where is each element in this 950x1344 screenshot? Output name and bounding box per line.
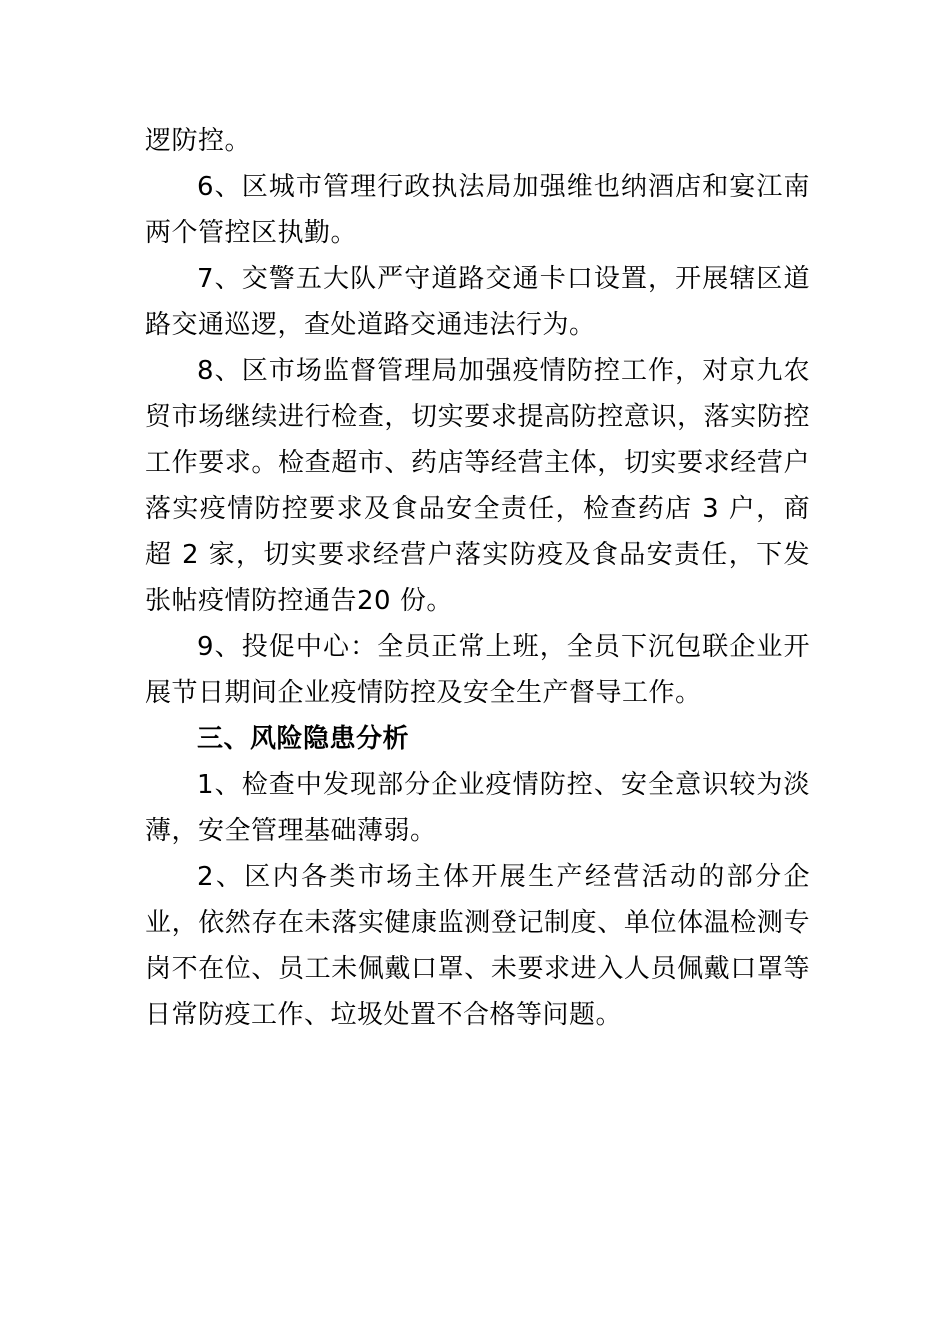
paragraph-item-8: 8、区市场监督管理局加强疫情防控工作，对京九农贸市场继续进行检查，切实要求提高防控意识，落实防控工作要求。检查超市、药店等经营主体，切实要求经营户落实疫情防控要求及食品安全责任，检查药店 3 户，商超 2 家，切实要求经营户落实防疫及食品安责任，下发张帖疫情防控通告20 份。 [145,356,810,616]
paragraph-item-9: 9、投促中心：全员正常上班，全员下沉包联企业开展节日期间企业疫情防控及安全生产督导工作。 [145,632,810,708]
paragraph-item-7: 7、交警五大队严守道路交通卡口设置，开展辖区道路交通巡逻，查处道路交通违法行为。 [145,264,810,340]
section-heading-risk-analysis: 三、风险隐患分析 [197,724,410,754]
paragraph-risk-2: 2、区内各类市场主体开展生产经营活动的部分企业，依然存在未落实健康监测登记制度、单位体温检测专岗不在位、员工未佩戴口罩、未要求进入人员佩戴口罩等日常防疫工作、垃圾处置不合格等问题。 [145,862,810,1030]
document-page [145,118,810,1038]
paragraph-item-6: 6、区城市管理行政执法局加强维也纳酒店和宴江南两个管控区执勤。 [145,172,810,248]
paragraph-continuation: 逻防控。 [145,126,252,156]
paragraph-risk-1: 1、检查中发现部分企业疫情防控、安全意识较为淡薄，安全管理基础薄弱。 [145,770,810,846]
